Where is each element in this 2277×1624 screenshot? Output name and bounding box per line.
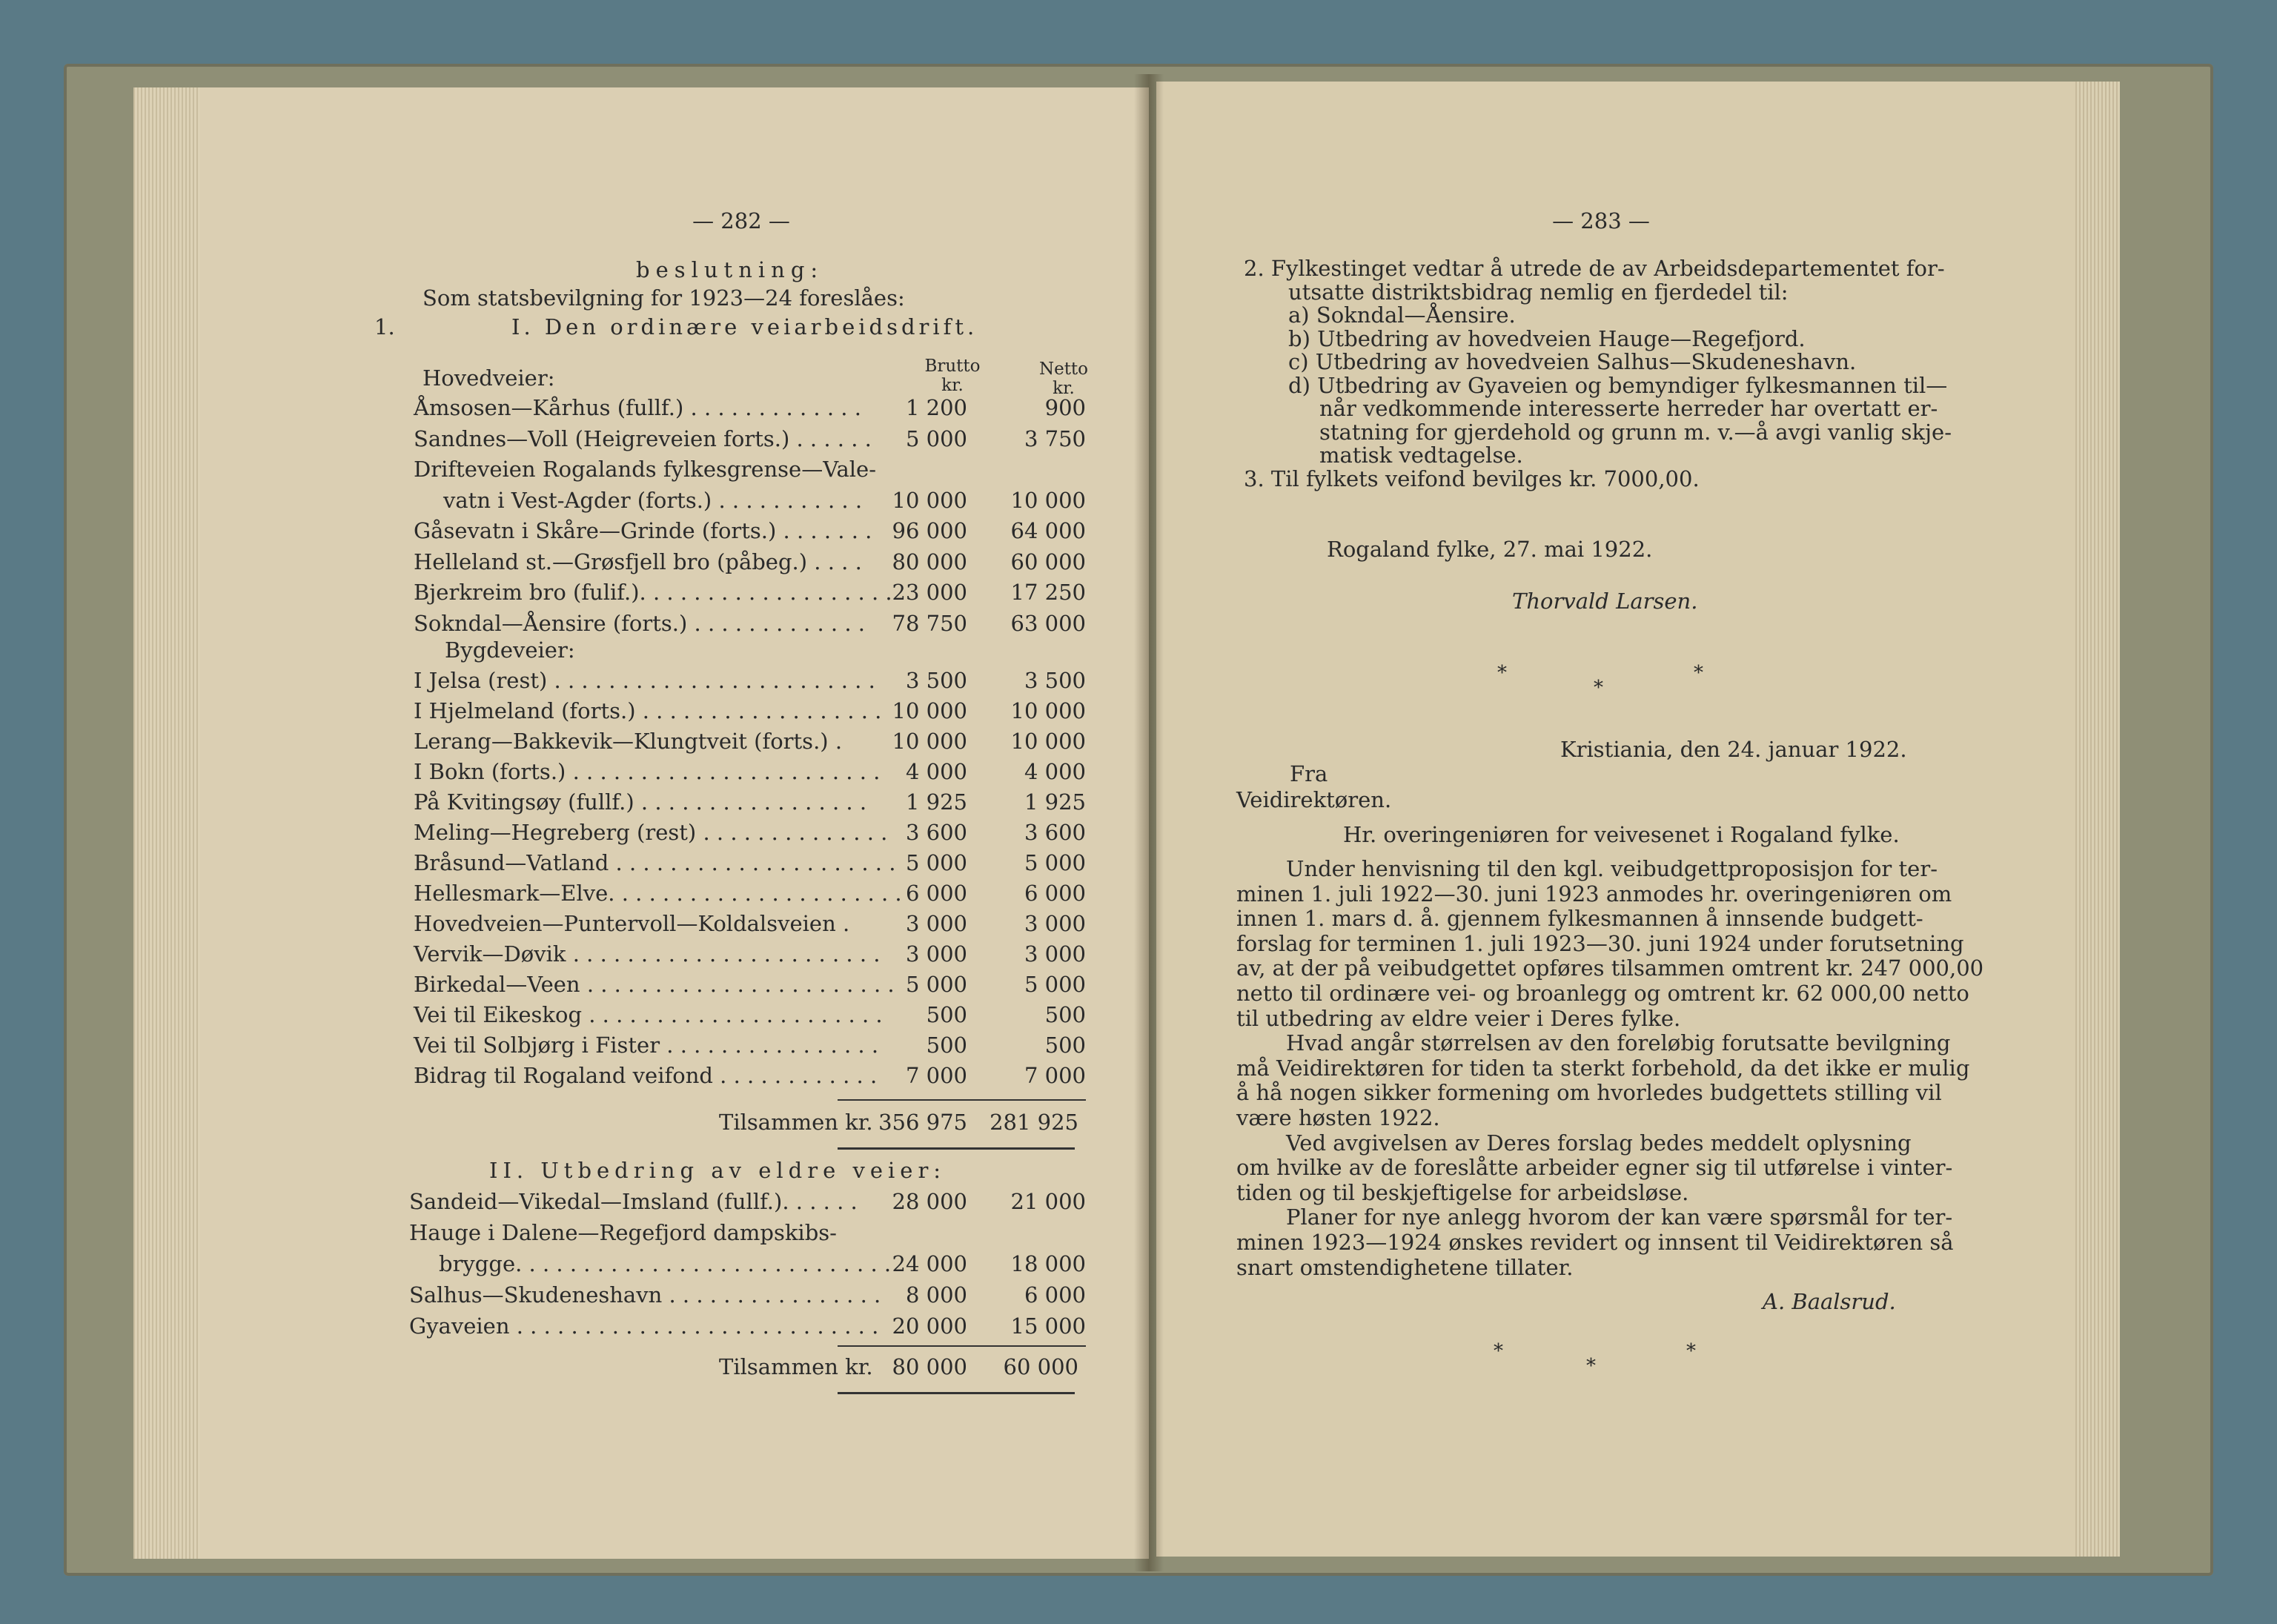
dateline: Kristiania, den 24. januar 1922. <box>1560 737 1907 762</box>
resolution-line: d) Utbedring av Gyaveien og bemyndiger fylkesmannen til— <box>1288 372 1948 398</box>
row-netto: 18 000 <box>1010 1251 1086 1276</box>
row-netto: 5 000 <box>1024 850 1086 875</box>
body-line: innen 1. mars d. å. gjennem fylkesmannen å innsende budgett- <box>1236 906 1923 932</box>
section2-title: II. Utbedring av eldre veier: <box>489 1158 947 1183</box>
row-brutto: 6 000 <box>905 881 967 906</box>
row-label: På Kvitingsøy (fullf.) . . . . . . . . . . . . . . . . . <box>414 789 867 815</box>
row-netto: 900 <box>1044 395 1086 420</box>
body-line: å hå nogen sikker formening om hvorledes budgettets stilling vil <box>1236 1080 1942 1106</box>
row-brutto: 3 600 <box>905 820 967 845</box>
row-brutto: 5 000 <box>905 972 967 997</box>
row-label: Bråsund—Vatland . . . . . . . . . . . . . . . . . . . . . <box>414 850 896 875</box>
body-line: Planer for nye anlegg hvorom der kan være spørsmål for ter- <box>1286 1204 1953 1230</box>
recipient: Hr. overingeniøren for veivesenet i Rogaland fylke. <box>1343 822 1900 847</box>
col-netto: Netto <box>1038 359 1089 379</box>
row-label: Meling—Hegreberg (rest) . . . . . . . . . . . . . . <box>414 820 888 845</box>
row-brutto: 80 000 <box>892 548 967 574</box>
row-label: Hovedveien—Puntervoll—Koldalsveien . <box>414 911 850 936</box>
row-netto: 10 000 <box>1010 729 1086 754</box>
section1-title: I. Den ordinære veiarbeidsdrift. <box>511 314 978 339</box>
resolution-line: matisk vedtagelse. <box>1319 443 1523 468</box>
row-label: Salhus—Skudeneshavn . . . . . . . . . . . . . . . . <box>409 1282 881 1308</box>
row-label: Drifteveien Rogalands fylkesgrense—Vale- <box>414 457 876 482</box>
book-spine <box>1134 74 1164 1571</box>
place-date: Rogaland fylke, 27. mai 1922. <box>1327 537 1653 562</box>
row-netto: 6 000 <box>1024 1282 1086 1308</box>
row-netto: 500 <box>1044 1033 1086 1058</box>
item-number-1: 1. <box>374 314 395 339</box>
sender: Veidirektøren. <box>1236 787 1392 812</box>
row-label: Vei til Solbjørg i Fister . . . . . . . . . . . . . . . . <box>414 1033 879 1058</box>
row-brutto: 500 <box>926 1033 967 1058</box>
row-netto: 3 750 <box>1024 425 1086 451</box>
row-label: Vei til Eikeskog . . . . . . . . . . . . . . . . . . . . . . <box>414 1002 883 1027</box>
row-netto: 3 000 <box>1024 941 1086 967</box>
col-brutto-unit: kr. <box>941 376 964 395</box>
signature-thorvald-larsen: Thorvald Larsen. <box>1512 589 1698 614</box>
total1-bottom-rule <box>838 1147 1075 1150</box>
body-line: til utbedring av eldre veier i Deres fylke. <box>1236 1005 1681 1031</box>
row-label: vatn i Vest-Agder (forts.) . . . . . . . . . . . <box>443 487 863 513</box>
row-brutto: 7 000 <box>905 1063 967 1088</box>
beslutning-heading: beslutning: <box>636 257 824 282</box>
body-line: snart omstendighetene tillater. <box>1236 1254 1574 1280</box>
row-label: Sandnes—Voll (Heigreveien forts.) . . . . . . <box>414 425 872 451</box>
total1-netto: 281 925 <box>990 1110 1078 1135</box>
row-label: I Hjelmeland (forts.) . . . . . . . . . . . . . . . . . . <box>414 698 882 723</box>
row-netto: 3 600 <box>1024 820 1086 845</box>
body-line: netto til ordinære vei- og broanlegg og omtrent kr. 62 000,00 netto <box>1236 981 1969 1006</box>
row-netto: 60 000 <box>1010 548 1086 574</box>
resolution-line: 3. Til fylkets veifond bevilges kr. 7000,00. <box>1244 465 1700 491</box>
row-label: Bidrag til Rogaland veifond . . . . . . . . . . . . <box>414 1063 878 1088</box>
resolution-line: b) Utbedring av hovedveien Hauge—Regefjord. <box>1288 325 1806 351</box>
row-brutto: 10 000 <box>892 487 967 513</box>
body-line: av, at der på veibudgettet opføres tilsammen omtrent kr. 247 000,00 <box>1236 955 1984 981</box>
row-netto: 63 000 <box>1010 610 1086 636</box>
separator-star: * <box>1694 662 1703 684</box>
row-label: Birkedal—Veen . . . . . . . . . . . . . . . . . . . . . . . <box>414 972 895 997</box>
row-label: Lerang—Bakkevik—Klungtveit (forts.) . <box>414 729 843 754</box>
row-netto: 3 000 <box>1024 911 1086 936</box>
row-label: Åmsosen—Kårhus (fullf.) . . . . . . . . . . . . . <box>414 395 861 420</box>
row-netto: 4 000 <box>1024 759 1086 784</box>
separator-star: * <box>1586 1355 1596 1377</box>
from-label: Fra <box>1290 761 1328 786</box>
row-brutto: 5 000 <box>905 850 967 875</box>
body-line: om hvilke av de foreslåtte arbeider egner sig til utførelse i vinter- <box>1236 1155 1953 1181</box>
row-label: Sandeid—Vikedal—Imsland (fullf.). . . . . . <box>409 1189 858 1214</box>
row-brutto: 3 000 <box>905 911 967 936</box>
resolution-line: c) Utbedring av hovedveien Salhus—Skudeneshavn. <box>1288 349 1857 374</box>
row-brutto: 5 000 <box>905 425 967 451</box>
row-label: Bjerkreim bro (fulif.). . . . . . . . . . . . . . . . . . . <box>414 580 892 605</box>
row-brutto: 96 000 <box>892 518 967 543</box>
row-label: Vervik—Døvik . . . . . . . . . . . . . . . . . . . . . . . <box>414 941 881 967</box>
page-edges-left <box>133 87 200 1559</box>
row-brutto: 10 000 <box>892 729 967 754</box>
total2-netto: 60 000 <box>1003 1354 1078 1379</box>
total2-label: Tilsammen kr. <box>719 1354 873 1379</box>
total2-top-rule <box>838 1345 1086 1347</box>
row-brutto: 500 <box>926 1002 967 1027</box>
row-netto: 15 000 <box>1010 1313 1086 1339</box>
row-label: Hellesmark—Elve. . . . . . . . . . . . . . . . . . . . . . <box>414 881 902 906</box>
row-brutto: 8 000 <box>905 1282 967 1308</box>
row-brutto: 23 000 <box>892 580 967 605</box>
total2-bottom-rule <box>838 1392 1075 1394</box>
row-netto: 64 000 <box>1010 518 1086 543</box>
row-netto: 6 000 <box>1024 881 1086 906</box>
resolution-line: når vedkommende interesserte herreder har overtatt er- <box>1319 396 1938 421</box>
col-brutto: Brutto <box>924 357 981 376</box>
page-edges-right <box>2075 82 2120 1557</box>
body-line: Hvad angår størrelsen av den foreløbig forutsatte bevilgning <box>1286 1030 1951 1056</box>
bygdeveier-heading: Bygdeveier: <box>445 637 575 663</box>
row-netto: 10 000 <box>1010 698 1086 723</box>
row-netto: 1 925 <box>1024 789 1086 815</box>
row-label: Helleland st.—Grøsfjell bro (påbeg.) . . . . <box>414 548 862 574</box>
row-brutto: 24 000 <box>892 1251 967 1276</box>
row-brutto: 4 000 <box>905 759 967 784</box>
row-label: brygge. . . . . . . . . . . . . . . . . . . . . . . . . . . . <box>439 1251 892 1276</box>
total2-brutto: 80 000 <box>892 1354 967 1379</box>
body-line: være høsten 1922. <box>1236 1105 1440 1130</box>
row-netto: 7 000 <box>1024 1063 1086 1088</box>
total1-brutto: 356 975 <box>878 1110 967 1135</box>
row-netto: 3 500 <box>1024 668 1086 693</box>
separator-star: * <box>1686 1340 1696 1362</box>
hovedveier-heading: Hovedveier: <box>422 365 555 391</box>
row-netto: 17 250 <box>1010 580 1086 605</box>
row-label: Gåsevatn i Skåre—Grinde (forts.) . . . . . . . <box>414 518 872 543</box>
row-netto: 10 000 <box>1010 487 1086 513</box>
body-line: tiden og til beskjeftigelse for arbeidsløse. <box>1236 1179 1689 1205</box>
row-brutto: 20 000 <box>892 1313 967 1339</box>
body-line: minen 1923—1924 ønskes revidert og innsent til Veidirektøren så <box>1236 1230 1954 1255</box>
separator-star: * <box>1494 1340 1503 1362</box>
col-netto-unit: kr. <box>1053 379 1075 398</box>
signature-baalsrud: A. Baalsrud. <box>1763 1289 1896 1314</box>
body-line: forslag for terminen 1. juli 1923—30. juni 1924 under forutsetning <box>1236 930 1964 956</box>
page-number-right: — 283 — <box>1552 208 1650 233</box>
row-brutto: 1 200 <box>905 395 967 420</box>
row-brutto: 10 000 <box>892 698 967 723</box>
resolution-line: 2. Fylkestinget vedtar å utrede de av Arbeidsdepartementet for- <box>1244 256 1945 281</box>
row-netto: 5 000 <box>1024 972 1086 997</box>
row-netto: 21 000 <box>1010 1189 1086 1214</box>
row-label: Gyaveien . . . . . . . . . . . . . . . . . . . . . . . . . . . <box>409 1313 879 1339</box>
separator-star: * <box>1497 662 1507 684</box>
resolution-line: statning for gjerdehold og grunn m. v.—å avgi vanlig skje- <box>1319 419 1952 445</box>
resolution-line: a) Sokndal—Åensire. <box>1288 302 1516 328</box>
separator-star: * <box>1594 677 1603 699</box>
body-line: Ved avgivelsen av Deres forslag bedes meddelt oplysning <box>1286 1130 1912 1156</box>
row-brutto: 3 000 <box>905 941 967 967</box>
row-label: I Bokn (forts.) . . . . . . . . . . . . . . . . . . . . . . . <box>414 759 881 784</box>
row-label: I Jelsa (rest) . . . . . . . . . . . . . . . . . . . . . . . . <box>414 668 875 693</box>
row-netto: 500 <box>1044 1002 1086 1027</box>
resolution-line: utsatte distriktsbidrag nemlig en fjerdedel til: <box>1288 279 1789 305</box>
row-brutto: 3 500 <box>905 668 967 693</box>
row-brutto: 28 000 <box>892 1189 967 1214</box>
row-brutto: 78 750 <box>892 610 967 636</box>
intro-line: Som statsbevilgning for 1923—24 foreslåes: <box>422 285 905 311</box>
total1-top-rule <box>838 1099 1086 1101</box>
body-line: minen 1. juli 1922—30. juni 1923 anmodes hr. overingeniøren om <box>1236 881 1952 907</box>
row-label: Hauge i Dalene—Regefjord dampskibs- <box>409 1220 837 1245</box>
row-label: Sokndal—Åensire (forts.) . . . . . . . . . . . . . <box>414 610 865 636</box>
total1-label: Tilsammen kr. <box>719 1110 873 1135</box>
body-line: må Veidirektøren for tiden ta sterkt forbehold, da det ikke er mulig <box>1236 1055 1970 1081</box>
page-number-left: — 282 — <box>692 208 790 233</box>
row-brutto: 1 925 <box>905 789 967 815</box>
body-line: Under henvisning til den kgl. veibudgettproposisjon for ter- <box>1286 856 1938 881</box>
